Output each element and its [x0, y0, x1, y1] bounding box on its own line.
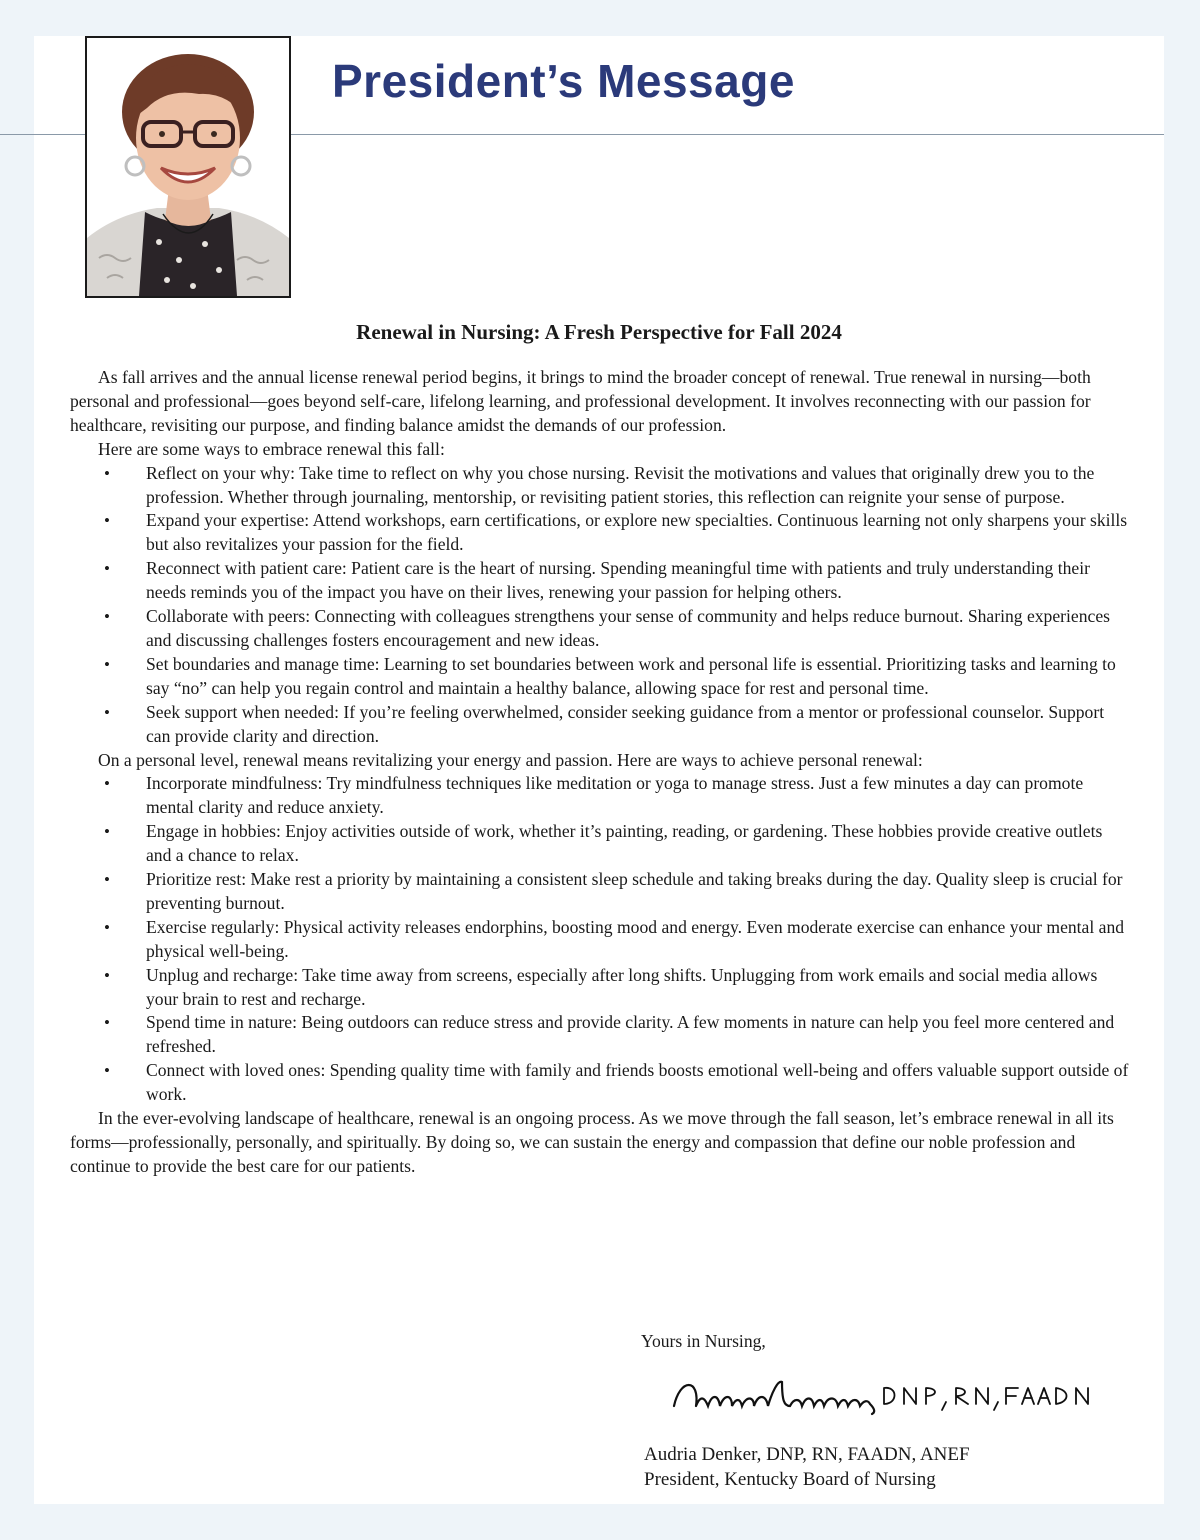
personal-lead: On a personal level, renewal means revitalizing your energy and passion. Here are ways to achieve personal renewal:: [98, 749, 923, 770]
list-item: • Reconnect with patient care: Patient care is the heart of nursing. Spending meaningful time with patients and truly understanding their needs reminds you of the impact you have on their lives, renewing your passion for helping others.: [104, 558, 1090, 603]
page-title: President’s Message: [332, 55, 795, 107]
list-item: • Exercise regularly: Physical activity releases endorphins, boosting mood and energy. Even moderate exercise can enhance your mental and physical well-being.: [104, 916, 1125, 961]
article-body: [70, 366, 1130, 1179]
list-item: • Engage in hobbies: Enjoy activities outside of work, whether it’s painting, reading, or gardening. These hobbies provide creative outlets and a chance to relax.: [104, 821, 1103, 866]
list-item: • Incorporate mindfulness: Try mindfulness techniques like meditation or yoga to manage stress. Just a few minutes a day can promote mental clarity and reduce anxiety.: [104, 773, 1084, 818]
professional-list: [70, 462, 1130, 749]
signer-title: President, Kentucky Board of Nursing: [644, 1469, 936, 1490]
bullet-icon: •: [104, 1061, 110, 1081]
signature-image: [670, 1372, 1090, 1416]
bullet-icon: •: [104, 511, 110, 531]
bullet-icon: •: [104, 654, 110, 674]
signer-name: Audria Denker, DNP, RN, FAADN, ANEF: [644, 1444, 970, 1465]
list-item: • Expand your expertise: Attend workshops, earn certifications, or explore new specialties. Continuous learning not only sharpens your skills but also revitalizes your passion for the field.: [104, 510, 1128, 555]
bullet-icon: •: [104, 1013, 110, 1033]
intro-paragraph: As fall arrives and the annual license renewal period begins, it brings to mind the broader concept of renewal. True renewal in nursing—both personal and professional—goes beyond self-care, lifelong learning, and professional development. It involves reconnecting with our passion for healthcare, revisiting our purpose, and finding balance amidst the demands of our profession.: [70, 367, 1091, 435]
bullet-icon: •: [104, 607, 110, 627]
bullet-icon: •: [104, 822, 110, 842]
bullet-icon: •: [104, 463, 110, 483]
personal-list: [70, 772, 1130, 1107]
bullet-icon: •: [104, 965, 110, 985]
list-item: • Unplug and recharge: Take time away from screens, especially after long shifts. Unplugging from work emails and social media allows your brain to rest and recharge.: [104, 964, 1098, 1009]
bullet-icon: •: [104, 917, 110, 937]
list-item: • Spend time in nature: Being outdoors can reduce stress and provide clarity. A few moments in nature can help you feel more centered and refreshed.: [104, 1012, 1115, 1057]
list-item: • Reflect on your why: Take time to reflect on why you chose nursing. Revisit the motivations and values that originally drew you to the profession. Whether through journaling, mentorship, or revisiting patient stories, this reflection can reignite your sense of purpose.: [104, 462, 1095, 507]
signature-block: [644, 1442, 970, 1492]
portrait-photo: [85, 36, 291, 298]
professional-lead: Here are some ways to embrace renewal this fall:: [98, 438, 445, 459]
list-item: • Collaborate with peers: Connecting with colleagues strengthens your sense of community and helps reduce burnout. Sharing experiences and discussing challenges fosters encouragement and new ideas.: [104, 606, 1110, 650]
conclusion-paragraph: In the ever-evolving landscape of healthcare, renewal is an ongoing process. As we move through the fall season, let’s embrace renewal in all its forms—professionally, personally, and spiritually. By doing so, we can sustain the energy and compassion that define our noble profession and continue to provide the best care for our patients.: [70, 1108, 1114, 1176]
list-item: • Seek support when needed: If you’re feeling overwhelmed, consider seeking guidance from a mentor or professional counselor. Support can provide clarity and direction.: [104, 701, 1105, 746]
bullet-icon: •: [104, 774, 110, 794]
bullet-icon: •: [104, 870, 110, 890]
closing-line: Yours in Nursing,: [641, 1331, 766, 1351]
list-item: • Connect with loved ones: Spending quality time with family and friends boosts emotional well-being and offers valuable support outside of work.: [104, 1060, 1129, 1105]
list-item: • Prioritize rest: Make rest a priority by maintaining a consistent sleep schedule and taking breaks during the day. Quality sleep is crucial for preventing burnout.: [104, 869, 1123, 913]
bullet-icon: •: [104, 559, 110, 579]
bullet-icon: •: [104, 702, 110, 722]
article-title: Renewal in Nursing: A Fresh Perspective for Fall 2024: [356, 320, 842, 344]
list-item: • Set boundaries and manage time: Learning to set boundaries between work and personal life is essential. Prioritizing tasks and learning to say “no” can help you regain control and maintain a healthy balance, allowing space for rest and personal time.: [104, 653, 1116, 698]
